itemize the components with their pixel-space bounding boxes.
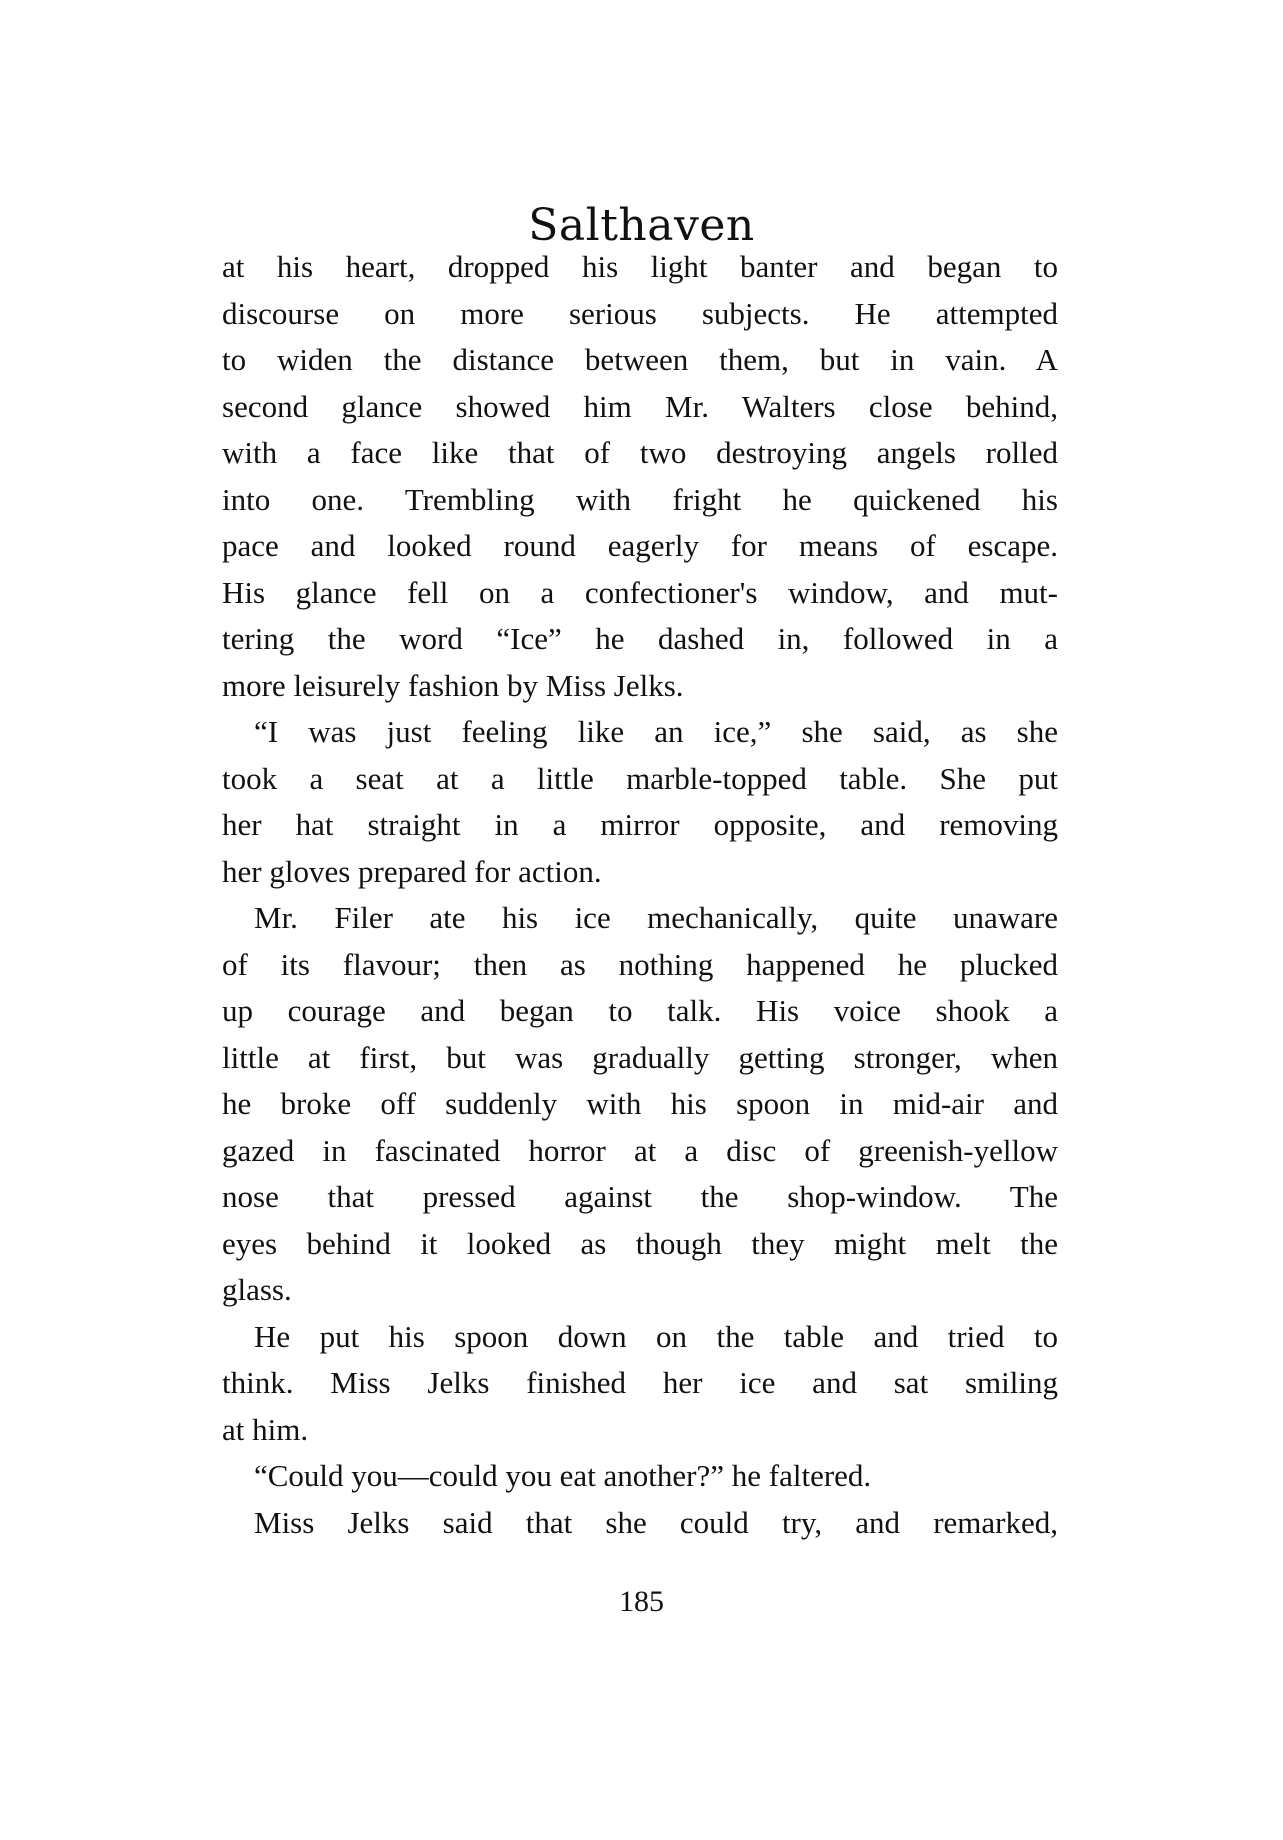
text-line: second glance showed him Mr. Walters close behind,: [222, 388, 1058, 424]
text-line: took a seat at a little marble-topped table. She put: [222, 760, 1058, 796]
text-line: tering the word “Ice” he dashed in, followed in a: [222, 621, 1058, 656]
text-line: of its flavour; then as nothing happened he plucked: [222, 946, 1058, 982]
text-line: discourse on more serious subjects. He attempted: [222, 295, 1058, 331]
text-line: her hat straight in a mirror opposite, and removing: [222, 807, 1058, 842]
text-line: eyes behind it looked as though they might melt the: [222, 1225, 1058, 1261]
text-line: at his heart, dropped his light banter and began to: [222, 249, 1058, 284]
text-line: her gloves prepared for action.: [222, 853, 602, 889]
text-line: with a face like that of two destroying angels rolled: [222, 435, 1058, 470]
text-line: glass.: [222, 1272, 292, 1307]
text-line: His glance fell on a confectioner's window, and mut-: [222, 574, 1058, 610]
page-number: 185: [619, 1585, 664, 1618]
text-line: pace and looked round eagerly for means of escape.: [222, 528, 1058, 563]
text-line: up courage and began to talk. His voice shook a: [222, 993, 1058, 1028]
text-line: at him.: [222, 1411, 309, 1447]
text-line: think. Miss Jelks finished her ice and sat smiling: [222, 1365, 1058, 1400]
body-text: [222, 244, 1058, 1546]
text-line: little at first, but was gradually getting stronger, when: [222, 1039, 1058, 1075]
text-line: “Could you—could you eat another?” he faltered.: [254, 1458, 872, 1493]
text-line: he broke off suddenly with his spoon in mid-air and: [222, 1086, 1058, 1121]
text-line: into one. Trembling with fright he quickened his: [222, 481, 1058, 517]
text-line: “I was just feeling like an ice,” she said, as she: [254, 714, 1058, 749]
text-line: Miss Jelks said that she could try, and remarked,: [254, 1504, 1058, 1540]
text-line: nose that pressed against the shop-window. The: [222, 1179, 1058, 1214]
text-line: more leisurely fashion by Miss Jelks.: [222, 667, 684, 703]
text-line: Mr. Filer ate his ice mechanically, quite unaware: [254, 900, 1058, 935]
text-line: gazed in fascinated horror at a disc of greenish-yellow: [222, 1132, 1058, 1168]
text-line: He put his spoon down on the table and tried to: [254, 1318, 1058, 1354]
text-line: to widen the distance between them, but in vain. A: [222, 342, 1058, 377]
running-head: Salthaven: [528, 200, 755, 251]
